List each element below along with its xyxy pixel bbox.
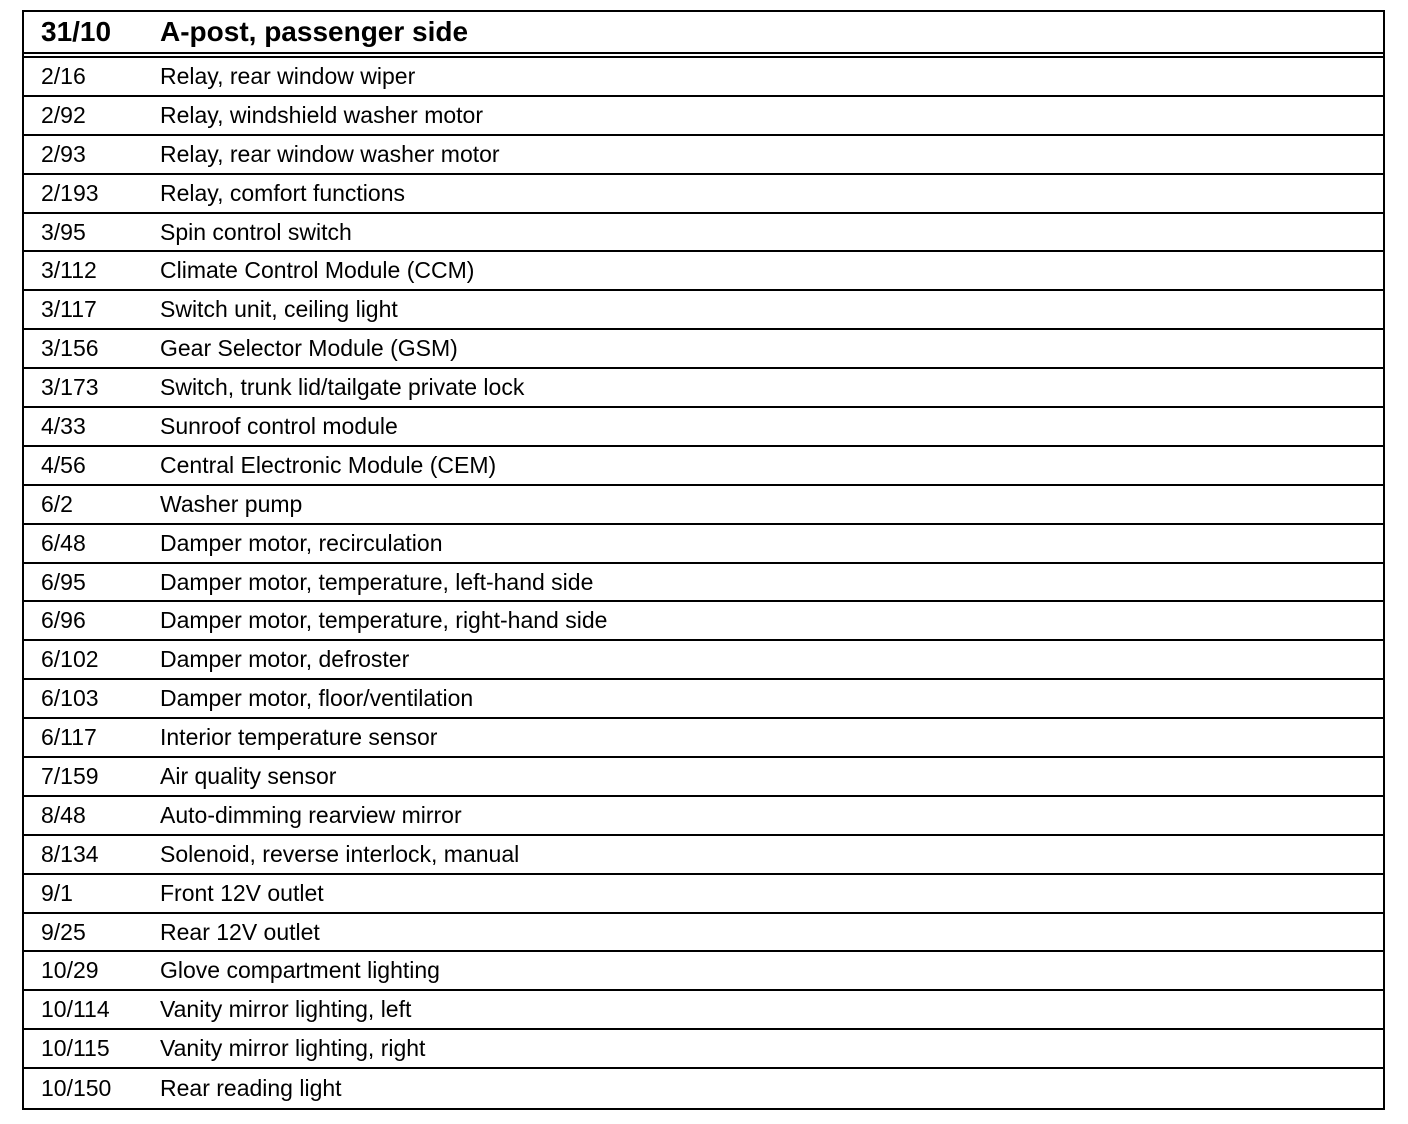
- table-row: [24, 914, 1383, 953]
- row-description: Sunroof control module: [160, 412, 398, 439]
- row-description: Damper motor, floor/ventilation: [160, 685, 474, 712]
- row-description: Damper motor, temperature, left-hand side: [160, 568, 594, 595]
- table-row: [24, 447, 1383, 486]
- table-row: [24, 680, 1383, 719]
- table-row: [24, 875, 1383, 914]
- row-description: Rear reading light: [160, 1075, 342, 1102]
- table-row: [24, 58, 1383, 97]
- row-code: 3/156: [41, 335, 99, 362]
- header-title: A-post, passenger side: [160, 16, 469, 47]
- row-description: Rear 12V outlet: [160, 918, 320, 945]
- table-row: [24, 641, 1383, 680]
- table-row: [24, 486, 1383, 525]
- table-row: [24, 758, 1383, 797]
- row-description: Gear Selector Module (GSM): [160, 335, 458, 362]
- table-row: [24, 797, 1383, 836]
- row-code: 10/115: [41, 1035, 110, 1062]
- row-code: 8/48: [41, 801, 86, 828]
- table-body: [24, 58, 1383, 1108]
- row-code: 3/173: [41, 374, 99, 401]
- table-row: [24, 175, 1383, 214]
- row-code: 9/25: [41, 918, 86, 945]
- row-code: 4/56: [41, 451, 86, 478]
- row-description: Vanity mirror lighting, left: [160, 996, 412, 1023]
- table-row: [24, 525, 1383, 564]
- row-description: Glove compartment lighting: [160, 957, 440, 984]
- table-row: [24, 97, 1383, 136]
- row-description: Damper motor, recirculation: [160, 529, 443, 556]
- row-code: 2/93: [41, 140, 86, 167]
- table-row: [24, 991, 1383, 1030]
- row-code: 2/92: [41, 101, 86, 128]
- row-code: 6/96: [41, 607, 86, 634]
- row-description: Interior temperature sensor: [160, 724, 438, 751]
- row-description: Front 12V outlet: [160, 879, 324, 906]
- row-description: Switch, trunk lid/tailgate private lock: [160, 374, 525, 401]
- table-row: [24, 291, 1383, 330]
- row-description: Spin control switch: [160, 218, 352, 245]
- table-row: [24, 1030, 1383, 1069]
- row-description: Central Electronic Module (CEM): [160, 451, 497, 478]
- row-code: 6/103: [41, 685, 99, 712]
- row-code: 2/193: [41, 179, 99, 206]
- table-row: [24, 136, 1383, 175]
- row-description: Relay, windshield washer motor: [160, 101, 483, 128]
- table-row: [24, 1069, 1383, 1108]
- table-row: [24, 214, 1383, 253]
- row-description: Switch unit, ceiling light: [160, 296, 398, 323]
- row-description: Washer pump: [160, 490, 303, 517]
- table-row: [24, 952, 1383, 991]
- table-row: [24, 719, 1383, 758]
- row-description: Air quality sensor: [160, 762, 337, 789]
- row-code: 2/16: [41, 62, 86, 89]
- table-row: [24, 408, 1383, 447]
- row-code: 10/29: [41, 957, 99, 984]
- row-description: Solenoid, reverse interlock, manual: [160, 840, 520, 867]
- row-code: 7/159: [41, 762, 99, 789]
- component-table: [22, 10, 1385, 1110]
- row-description: Vanity mirror lighting, right: [160, 1035, 426, 1062]
- row-description: Relay, comfort functions: [160, 179, 406, 206]
- row-description: Damper motor, temperature, right-hand side: [160, 607, 608, 634]
- row-code: 10/114: [41, 996, 110, 1023]
- table-row: [24, 602, 1383, 641]
- table-row: [24, 564, 1383, 603]
- row-code: 6/48: [41, 529, 86, 556]
- header-code: 31/10: [41, 16, 112, 47]
- row-code: 3/112: [41, 257, 97, 284]
- row-description: Damper motor, defroster: [160, 646, 410, 673]
- row-code: 6/2: [41, 490, 73, 517]
- row-code: 6/102: [41, 646, 99, 673]
- table-header: [24, 12, 1383, 54]
- table-row: [24, 836, 1383, 875]
- row-code: 8/134: [41, 840, 99, 867]
- table-row: [24, 330, 1383, 369]
- table-row: [24, 252, 1383, 291]
- row-description: Auto-dimming rearview mirror: [160, 801, 462, 828]
- table-row: [24, 369, 1383, 408]
- row-description: Relay, rear window washer motor: [160, 140, 500, 167]
- row-code: 3/117: [41, 296, 97, 323]
- row-code: 10/150: [41, 1075, 112, 1102]
- row-description: Relay, rear window wiper: [160, 62, 416, 89]
- row-code: 6/95: [41, 568, 86, 595]
- row-code: 3/95: [41, 218, 86, 245]
- row-code: 9/1: [41, 879, 73, 906]
- row-code: 6/117: [41, 724, 97, 751]
- row-code: 4/33: [41, 412, 86, 439]
- row-description: Climate Control Module (CCM): [160, 257, 475, 284]
